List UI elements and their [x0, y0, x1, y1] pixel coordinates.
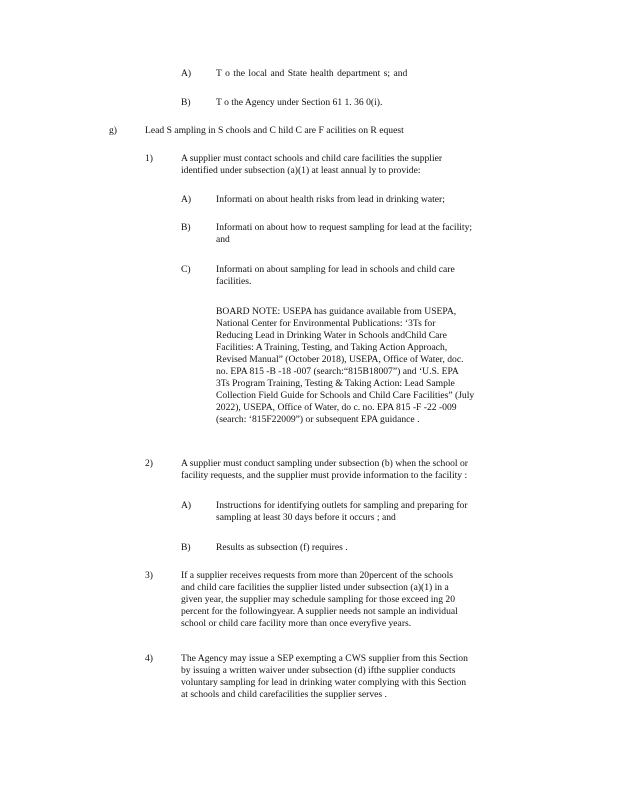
- text-line: at schools and child carefacilities the supplier serves .: [181, 689, 387, 700]
- list-text: [216, 222, 536, 246]
- list-item-b-top: [0, 97, 618, 111]
- text-line: The Agency may issue a SEP exempting a CWS supplier from this Section: [181, 653, 468, 664]
- list-text: T o the Agency under Section 61 1. 36 0(i).: [216, 97, 383, 108]
- list-text: Informati on about health risks from lead in drinking water;: [216, 194, 445, 205]
- list-text: Results as subsection (f) requires .: [216, 542, 348, 553]
- text-line: If a supplier receives requests from more than 20percent of the schools: [181, 570, 453, 581]
- list-text: [216, 500, 536, 524]
- list-label: B): [181, 542, 191, 553]
- text-line: facilities.: [216, 276, 252, 287]
- text-line: Collection Field Guide for Schools and Child Care Facilities” (July: [216, 390, 475, 401]
- text-line: facility requests, and the supplier must provide information to the facility :: [181, 470, 468, 481]
- list-text: [181, 153, 533, 177]
- list-label: 3): [145, 570, 153, 581]
- text-line: Informati on about sampling for lead in schools and child care: [216, 264, 455, 275]
- list-item-1: [0, 153, 618, 179]
- list-label: B): [181, 222, 191, 233]
- list-item-4: [0, 653, 618, 705]
- board-note: [0, 306, 618, 442]
- list-label: 2): [145, 458, 153, 469]
- text-line: identified under subsection (a)(1) at least annual ly to provide:: [181, 165, 421, 176]
- list-label: A): [181, 68, 192, 79]
- subsection-label: g): [109, 125, 117, 136]
- text-line: given year, the supplier may schedule sampling for those exceed ing 20: [181, 594, 456, 605]
- list-label: 1): [145, 153, 153, 164]
- text-line: A supplier must contact schools and child care facilities the supplier: [181, 153, 443, 164]
- subsection-g-heading: [0, 125, 618, 139]
- text-line: no. EPA 815 -B -18 -007 (search:“815B18007”) and ‘U.S. EPA: [216, 366, 459, 377]
- list-label: C): [181, 264, 191, 275]
- text-line: National Center for Environmental Publications: ‘3Ts for: [216, 318, 436, 329]
- text-line: percent for the followingyear. A supplier needs not sample an individual: [181, 606, 458, 617]
- text-line: Reducing Lead in Drinking Water in Schools andChild Care: [216, 330, 447, 341]
- text-line: by issuing a written waiver under subsection (d) ifthe supplier conducts: [181, 665, 456, 676]
- list-item-1c: [0, 264, 618, 290]
- list-text: [181, 458, 537, 482]
- board-note-text: [216, 306, 546, 426]
- list-item-1b: [0, 222, 618, 248]
- text-line: and child care facilities the supplier listed under subsection (a)(1) in a: [181, 582, 449, 593]
- list-item-a-top: [0, 68, 618, 82]
- text-line: (search: ‘815F22009”) or subsequent EPA guidance .: [216, 414, 420, 425]
- text-line: Revised Manual” (October 2018), USEPA, Office of Water, doc.: [216, 354, 464, 365]
- list-item-2a: [0, 500, 618, 526]
- text-line: sampling at least 30 days before it occurs ; and: [216, 512, 396, 523]
- text-line: and: [216, 234, 230, 245]
- list-label: A): [181, 500, 192, 511]
- text-line: 3Ts Program Training, Testing & Taking Action: Lead Sample: [216, 378, 455, 389]
- list-label: B): [181, 97, 191, 108]
- text-line: A supplier must conduct sampling under subsection (b) when the school or: [181, 458, 468, 469]
- list-text: [181, 570, 537, 630]
- text-line: 2022), USEPA, Office of Water, do c. no. EPA 815 -F -22 -009: [216, 402, 457, 413]
- list-text: T o the local and State health department s; and: [216, 68, 408, 79]
- subsection-title: Lead S ampling in S chools and C hild C are F acilities on R equest: [145, 125, 404, 136]
- list-item-3: [0, 570, 618, 634]
- list-label: 4): [145, 653, 153, 664]
- text-line: Instructions for identifying outlets for sampling and preparing for: [216, 500, 468, 511]
- list-text: [181, 653, 537, 701]
- text-line: voluntary sampling for lead in drinking water complying with this Section: [181, 677, 467, 688]
- list-item-2: [0, 458, 618, 484]
- text-line: BOARD NOTE: USEPA has guidance available from USEPA,: [216, 306, 457, 317]
- text-line: Informati on about how to request sampling for lead at the facility;: [216, 222, 473, 233]
- list-item-2b: [0, 542, 618, 556]
- text-line: Facilities: A Training, Testing, and Taking Action Approach,: [216, 342, 448, 353]
- text-line: school or child care facility more than once everyfive years.: [181, 618, 412, 629]
- list-label: A): [181, 194, 192, 205]
- list-item-1a: [0, 194, 618, 208]
- list-text: [216, 264, 536, 288]
